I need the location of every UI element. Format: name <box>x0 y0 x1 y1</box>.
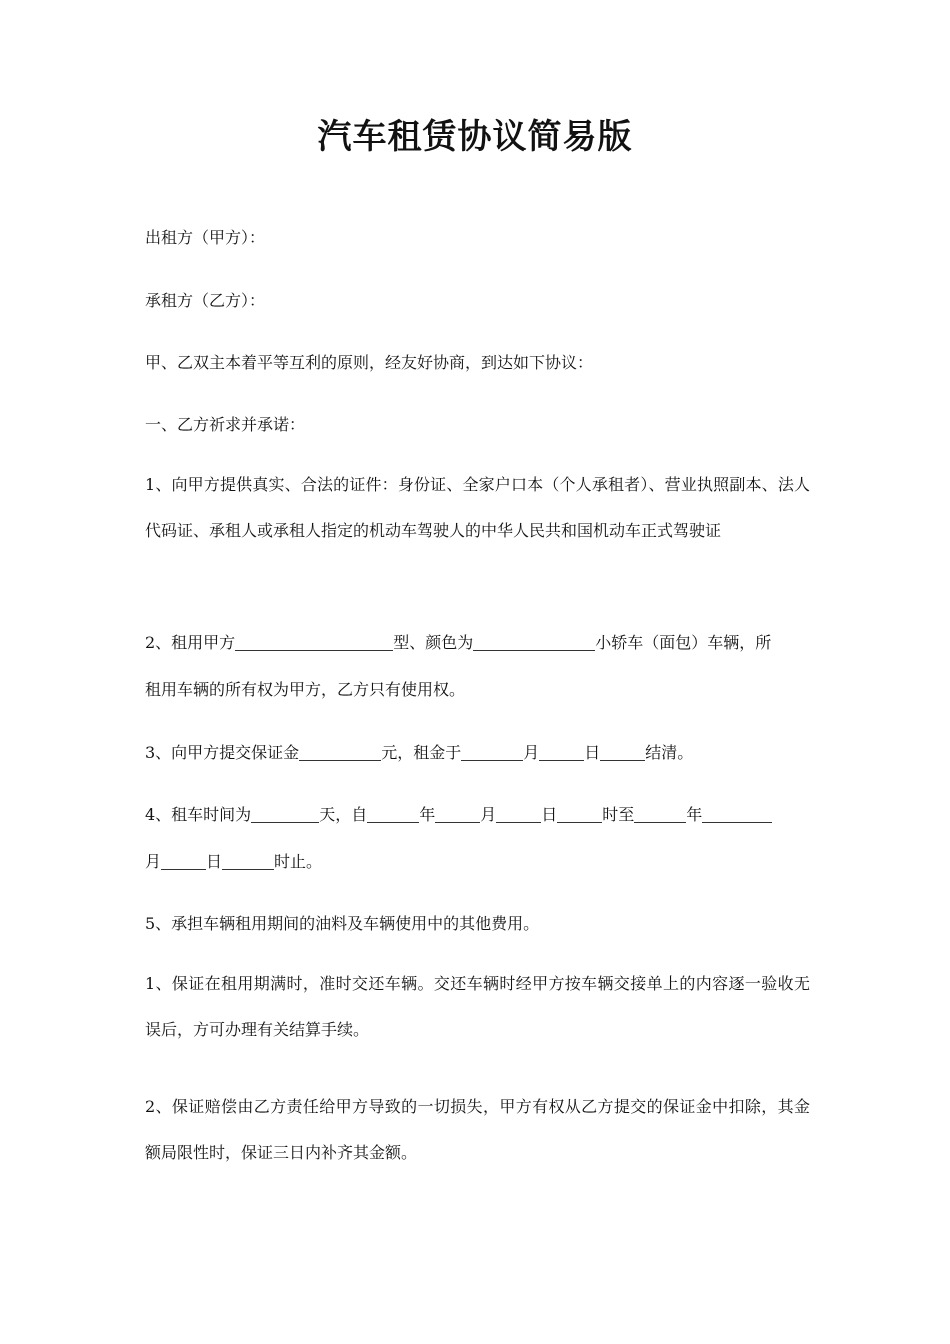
clause-2-color-label: 型、颜色为 <box>393 633 474 652</box>
clause-2-line-2: 租用车辆的所有权为甲方，乙方只有使用权。 <box>145 680 466 699</box>
clause-1: 1、向甲方提供真实、合法的证件：身份证、全家户口本（个人承租者）、营业执照副本、法人代码证、承租人或承租人指定的机动车驾驶人的中华人民共和国机动车正式驾驶证 <box>145 475 810 540</box>
car-model-blank[interactable] <box>235 632 393 651</box>
duty-1: 1、保证在租用期满时，准时交还车辆。交还车辆时经甲方按车辆交接单上的内容逐一验收无误后，方可办理有关结算手续。 <box>145 974 810 1039</box>
rent-day-blank[interactable] <box>539 742 584 761</box>
clause-4-year: 年 <box>419 805 436 824</box>
clause-2-line-1 <box>145 631 810 655</box>
clause-4-l2-month: 月 <box>145 852 162 871</box>
end-hour-blank[interactable] <box>222 851 274 870</box>
clause-4-month: 月 <box>480 805 497 824</box>
clause-4-line-1 <box>145 803 810 827</box>
lessor-label: 出租方（甲方）： <box>145 228 266 247</box>
clause-4-day-from: 天，自 <box>319 805 368 824</box>
clause-2-vehicle-type: 小轿车（面包）车辆，所 <box>595 633 772 652</box>
clause-4-l2-day: 日 <box>206 852 223 871</box>
car-color-blank[interactable] <box>473 632 595 651</box>
clause-3-prefix: 3、向甲方提交保证金 <box>145 743 300 762</box>
clause-3-day: 日 <box>584 743 601 762</box>
clause-4-year2: 年 <box>686 805 703 824</box>
section1-heading: 一、乙方祈求并承诺： <box>145 415 306 434</box>
clause-3-month: 月 <box>523 743 540 762</box>
end-day-blank[interactable] <box>161 851 206 870</box>
deposit-amount-blank[interactable] <box>299 742 381 761</box>
start-month-blank[interactable] <box>435 804 480 823</box>
rental-days-blank[interactable] <box>251 804 319 823</box>
start-hour-blank[interactable] <box>557 804 602 823</box>
duty-2: 2、保证赔偿由乙方责任给甲方导致的一切损失，甲方有权从乙方提交的保证金中扣除，其金额局限性时，保证三日内补齐其金额。 <box>145 1097 810 1162</box>
document-title: 汽车租赁协议简易版 <box>317 117 633 157</box>
lessee-label: 承租方（乙方）： <box>145 291 266 310</box>
clause-4-prefix: 4、租车时间为 <box>145 805 252 824</box>
rent-month-blank[interactable] <box>461 742 523 761</box>
clause-4-l2-end: 时止。 <box>274 852 323 871</box>
intro-paragraph: 甲、乙双主本着平等互利的原则，经友好协商，到达如下协议： <box>145 353 594 372</box>
clause-4-day: 日 <box>541 805 558 824</box>
clause-5: 5、承担车辆租用期间的油料及车辆使用中的其他费用。 <box>145 914 540 933</box>
clause-4-hour-to: 时至 <box>602 805 635 824</box>
clause-3 <box>145 741 810 765</box>
end-year-blank[interactable] <box>634 804 686 823</box>
clause-3-yuan: 元，租金于 <box>381 743 462 762</box>
start-year-blank[interactable] <box>367 804 419 823</box>
end-month-blank-a[interactable] <box>702 804 772 823</box>
settle-blank[interactable] <box>600 742 645 761</box>
clause-4-line-2 <box>145 850 810 874</box>
clause-3-end: 结清。 <box>645 743 694 762</box>
clause-2-prefix: 2、租用甲方 <box>145 633 236 652</box>
start-day-blank[interactable] <box>496 804 541 823</box>
